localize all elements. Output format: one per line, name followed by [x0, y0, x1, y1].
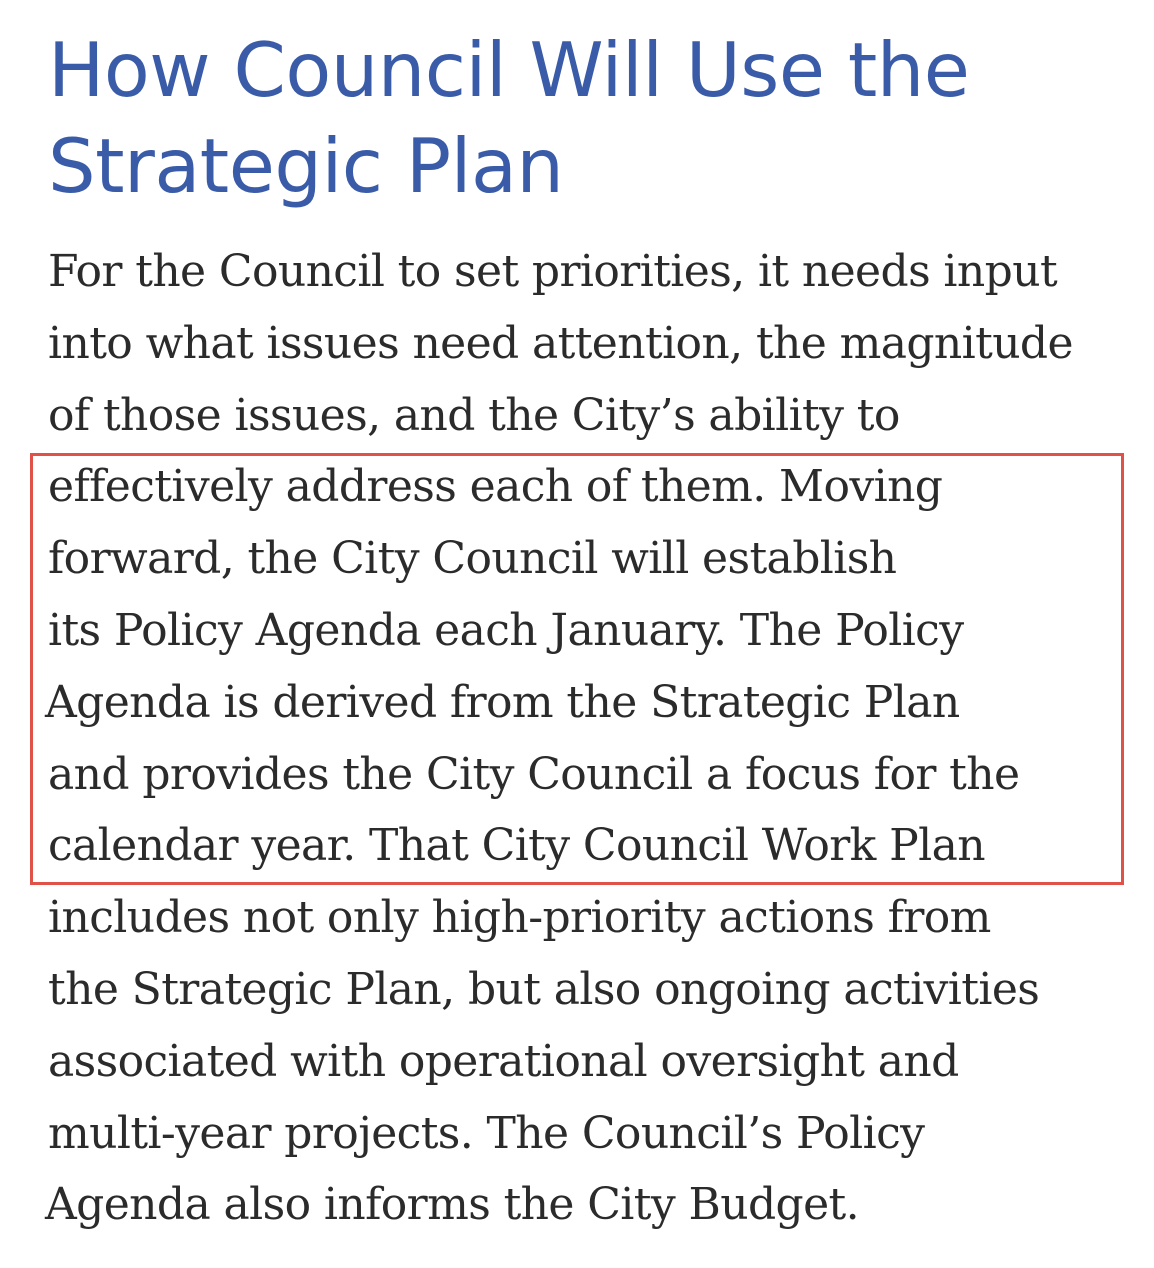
paragraph-line: the Strategic Plan, but also ongoing activities [48, 963, 1040, 1015]
paragraph-line: effectively address each of them. Moving [48, 461, 943, 513]
paragraph-line: associated with operational oversight and [48, 1035, 959, 1087]
paragraph-line: and provides the City Council a focus for the [48, 748, 1020, 800]
paragraph-line: calendar year. That City Council Work Plan [48, 820, 985, 872]
paragraph-line: its Policy Agenda each January. The Policy [48, 604, 964, 656]
paragraph-line: Agenda is derived from the Strategic Plan [45, 676, 960, 728]
title-line-1: How Council Will Use the [48, 26, 970, 114]
paragraph-line: includes not only high-priority actions from [48, 892, 991, 944]
page-title [48, 22, 969, 214]
paragraph-line: of those issues, and the City’s ability to [48, 389, 900, 441]
paragraph-line: Agenda also informs the City Budget. [45, 1179, 859, 1231]
paragraph-line: forward, the City Council will establish [48, 533, 897, 585]
body-paragraph [45, 236, 1073, 1241]
paragraph-line: into what issues need attention, the magnitude [48, 317, 1073, 369]
paragraph-line: multi-year projects. The Council’s Policy [48, 1107, 925, 1159]
title-line-2: Strategic Plan [48, 122, 564, 210]
paragraph-line: For the Council to set priorities, it needs input [48, 246, 1058, 297]
